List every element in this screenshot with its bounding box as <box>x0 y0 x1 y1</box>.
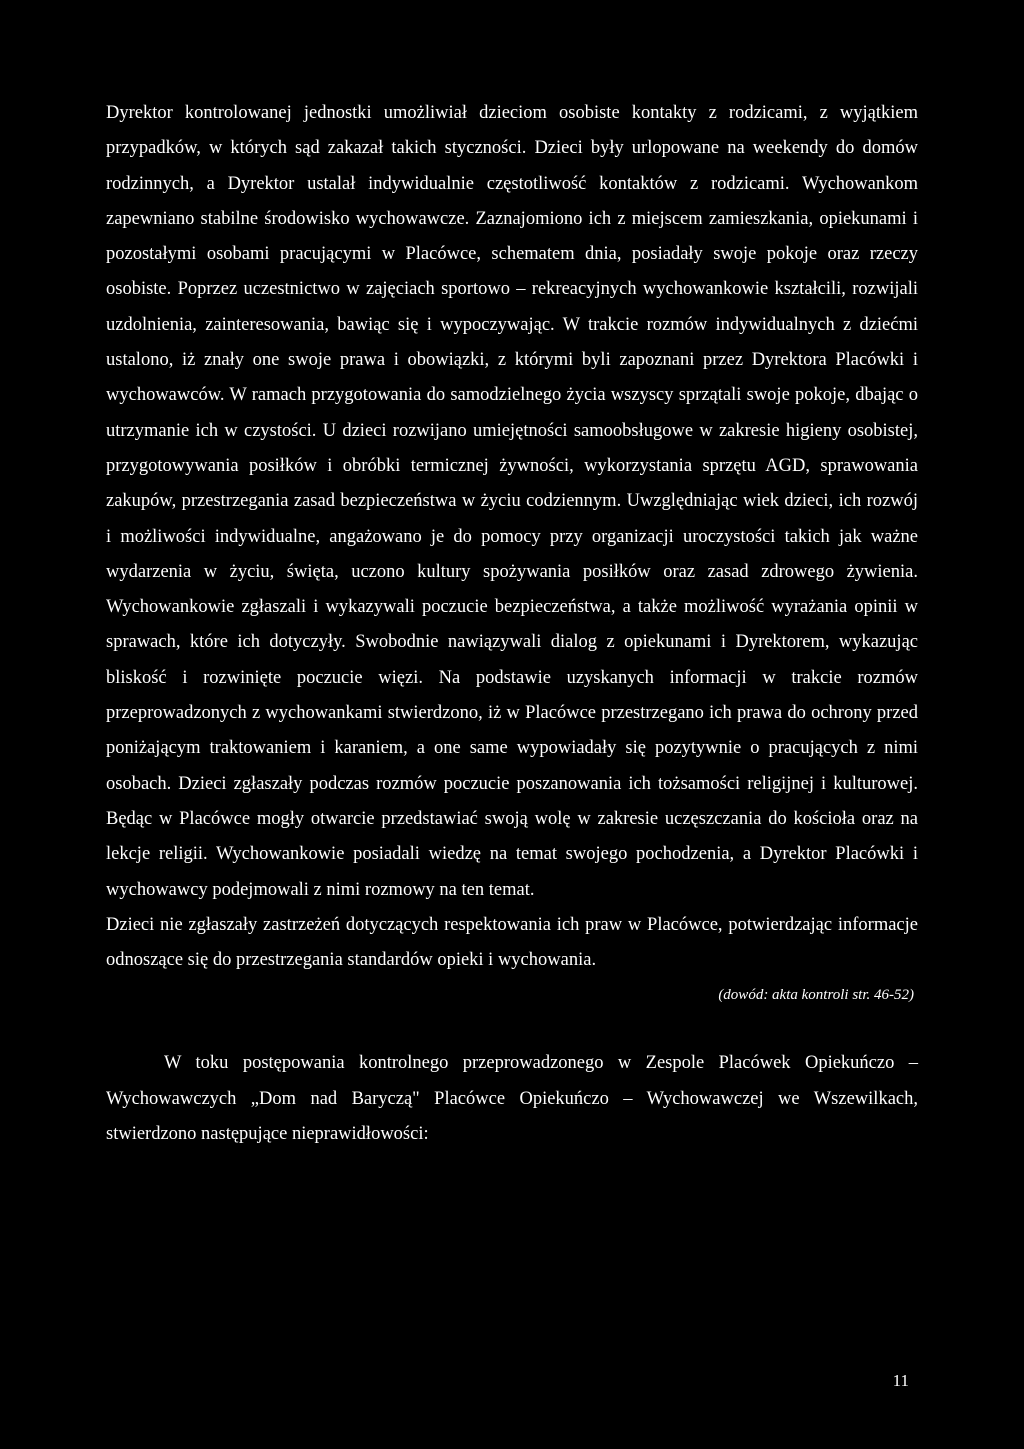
page-number: 11 <box>892 1371 909 1390</box>
body-paragraph: Dyrektor kontrolowanej jednostki umożliwiał dzieciom osobiste kontakty z rodzicami, z wyjątkiem przypadków, w których sąd zakazał takich styczności. Dzieci były urlopowane na weekendy do domów rodzinnych, a Dyrektor ustalał indywidualnie częstotliwość kontaktów z rodzicami. Wychowankom zapewniano stabilne środowisko wychowawcze. Zaznajomiono ich z miejscem zamieszkania, opiekunami i pozostałymi osobami pracującymi w Placówce, schematem dnia, posiadały swoje pokoje oraz rzeczy osobiste. Poprzez uczestnictwo w zajęciach sportowo – rekreacyjnych wychowankowie kształcili, rozwijali uzdolnienia, zainteresowania, bawiąc się i wypoczywając. W trakcie rozmów indywidualnych z dziećmi ustalono, iż znały one swoje prawa i obowiązki, z którymi byli zapoznani przez Dyrektora Placówki i wychowawców. W ramach przygotowania do samodzielnego życia wszyscy sprzątali swoje pokoje, dbając o utrzymanie ich w czystości. U dzieci rozwijano umiejętności samoobsługowe w zakresie higieny osobistej, przygotowywania posiłków i obróbki termicznej żywności, wykorzystania sprzętu AGD, sprawowania zakupów, przestrzegania zasad bezpieczeństwa w życiu codziennym. Uwzględniając wiek dzieci, ich rozwój i możliwości indywidualne, angażowano je do pomocy przy organizacji uroczystości takich jak ważne wydarzenia w życiu, święta, uczono kultury spożywania posiłków oraz zasad zdrowego żywienia. Wychowankowie zgłaszali i wykazywali poczucie bezpieczeństwa, a także możliwość wyrażania opinii w sprawach, które ich dotyczyły. Swobodnie nawiązywali dialog z opiekunami i Dyrektorem, wykazując bliskość i rozwinięte poczucie więzi. Na podstawie uzyskanych informacji w trakcie rozmów przeprowadzonych z wychowankami stwierdzono, iż w Placówce przestrzegano ich prawa do ochrony przed poniżającym traktowaniem i karaniem, a one same wypowiadały się pozytywnie o pracujących z nimi osobach. Dzieci zgłaszały podczas rozmów poczucie poszanowania ich tożsamości religijnej i kulturowej. Będąc w Placówce mogły otwarcie przedstawiać swoją wolę w zakresie uczęszczania do kościoła oraz na lekcje religii. Wychowankowie posiadali wiedzę na temat swojego pochodzenia, a Dyrektor Placówki i wychowawcy podejmowali z nimi rozmowy na ten temat. <box>106 103 918 900</box>
document-page <box>106 96 918 1152</box>
evidence-note: (dowód: akta kontroli str. 46-52) <box>718 987 914 1004</box>
section-spacer <box>106 1006 918 1046</box>
closing-paragraph: W toku postępowania kontrolnego przeprowadzonego w Zespole Placówek Opiekuńczo – Wychowawczych „Dom nad Baryczą" Placówce Opiekuńczo – Wychowawczej we Wszewilkach, stwierdzono następujące nieprawidłowości: <box>106 1053 918 1145</box>
body-paragraph: Dzieci nie zgłaszały zastrzeżeń dotyczących respektowania ich praw w Placówce, potwierdzając informacje odnoszące się do przestrzegania standardów opieki i wychowania. <box>106 914 918 971</box>
